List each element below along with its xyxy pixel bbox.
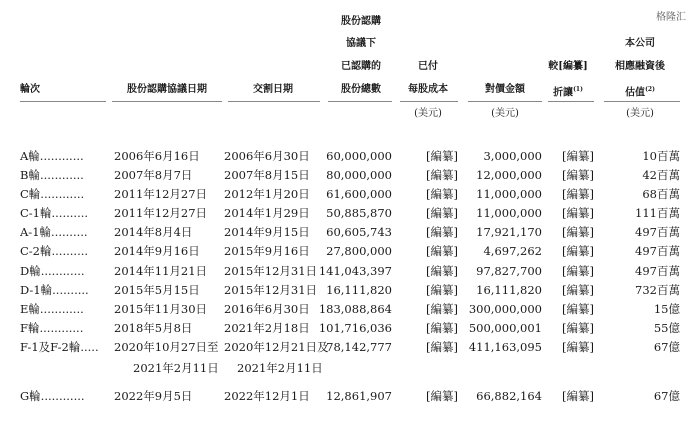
cell-agreement-date: 2006年6月16日 [114, 149, 200, 163]
cell-round: G輪............ [20, 389, 85, 403]
cell-price: 16,111,820 [476, 283, 542, 297]
unit-price: (美元) [491, 108, 519, 119]
cell-closing-date-continued: 2021年2月11日 [237, 361, 323, 375]
cell-discount: [編纂] [562, 302, 594, 316]
cell-agreement-date: 2020年10月27日至 [114, 340, 219, 354]
cell-closing-date: 2021年2月18日 [224, 321, 310, 335]
cell-cost: [編纂] [426, 321, 458, 335]
cell-agreement-date-continued: 2021年2月11日 [133, 361, 219, 375]
cell-price: 17,921,170 [476, 225, 542, 239]
cell-discount: [編纂] [562, 225, 594, 239]
cell-agreement-date: 2007年8月7日 [114, 168, 193, 182]
cell-cost: [編纂] [426, 340, 458, 354]
cell-round: C-2輪.......... [20, 244, 89, 258]
cell-closing-date: 2014年1月29日 [224, 206, 310, 220]
header-rule [604, 101, 680, 102]
header-rule [112, 101, 222, 102]
cell-shares: 141,043,397 [318, 264, 392, 278]
header-discount-text: 折讓 [553, 87, 574, 99]
cell-agreement-date: 2015年5月15日 [114, 283, 200, 297]
cell-shares: 80,000,000 [326, 168, 392, 182]
cell-shares: 27,800,000 [326, 244, 392, 258]
cell-valuation: 68百萬 [642, 187, 680, 201]
cell-closing-date: 2014年9月15日 [224, 225, 310, 239]
cell-discount: [編纂] [562, 321, 594, 335]
cell-agreement-date: 2014年8月4日 [114, 225, 193, 239]
cell-closing-date: 2007年8月15日 [224, 168, 310, 182]
cell-cost: [編纂] [426, 302, 458, 316]
cell-discount: [編纂] [562, 206, 594, 220]
cell-closing-date: 2012年1月20日 [224, 187, 310, 201]
cell-round: D輪............ [20, 264, 85, 278]
cell-cost: [編纂] [426, 283, 458, 297]
header-round: 輪次 [20, 84, 40, 95]
header-discount-1: 較[編纂] [548, 61, 588, 72]
unit-cost: (美元) [414, 108, 442, 119]
cell-price: 12,000,000 [476, 168, 542, 182]
cell-discount: [編纂] [562, 389, 594, 403]
cell-shares: 78,142,777 [326, 340, 392, 354]
cell-valuation: 67億 [653, 340, 680, 354]
cell-discount: [編纂] [562, 283, 594, 297]
cell-valuation: 497百萬 [635, 225, 680, 239]
cell-shares: 60,000,000 [326, 149, 392, 163]
header-shares-4: 股份總數 [341, 84, 381, 95]
cell-cost: [編纂] [426, 149, 458, 163]
cell-valuation: 732百萬 [635, 283, 680, 297]
cell-price: 11,000,000 [476, 187, 542, 201]
header-rule [328, 101, 392, 102]
cell-agreement-date: 2011年12月27日 [114, 206, 208, 220]
header-rule [20, 101, 106, 102]
cell-discount: [編纂] [562, 168, 594, 182]
cell-price: 4,697,262 [483, 244, 542, 258]
header-cost-1: 已付 [418, 61, 438, 72]
cell-closing-date: 2015年12月31日 [224, 283, 318, 297]
cell-shares: 50,885,870 [326, 206, 392, 220]
cell-cost: [編纂] [426, 187, 458, 201]
cell-shares: 12,861,907 [326, 389, 392, 403]
header-rule [548, 101, 594, 102]
cell-discount: [編纂] [562, 264, 594, 278]
header-rule [468, 101, 542, 102]
header-price: 對價金額 [485, 84, 525, 95]
cell-round: F-1及F-2輪..... [20, 340, 99, 354]
cell-closing-date: 2016年6月30日 [224, 302, 310, 316]
cell-price: 3,000,000 [483, 149, 542, 163]
cell-round: A-1輪.......... [20, 225, 88, 239]
cell-valuation: 497百萬 [635, 244, 680, 258]
header-valuation-2: 相應融資後 [615, 61, 665, 72]
cell-discount: [編纂] [562, 187, 594, 201]
cell-price: 66,882,164 [476, 389, 542, 403]
cell-shares: 16,111,820 [326, 283, 392, 297]
cell-price: 11,000,000 [476, 206, 542, 220]
cell-valuation: 10百萬 [642, 149, 680, 163]
header-shares-2: 協議下 [346, 38, 376, 49]
cell-price: 97,827,700 [476, 264, 542, 278]
header-shares-3: 已認購的 [341, 61, 381, 72]
cell-cost: [編纂] [426, 264, 458, 278]
header-valuation-text: 估值 [625, 87, 646, 99]
cell-valuation: 111百萬 [635, 206, 680, 220]
header-discount-note: (1) [573, 86, 583, 93]
header-valuation-1: 本公司 [625, 38, 655, 49]
cell-closing-date: 2006年6月30日 [224, 149, 310, 163]
cell-price: 500,000,001 [468, 321, 542, 335]
cell-round: A輪............ [20, 149, 84, 163]
cell-price: 300,000,000 [468, 302, 542, 316]
cell-price: 411,163,095 [468, 340, 542, 354]
cell-round: E輪............ [20, 302, 84, 316]
cell-valuation: 15億 [653, 302, 680, 316]
cell-closing-date: 2015年9月16日 [224, 244, 310, 258]
cell-valuation: 67億 [653, 389, 680, 403]
cell-round: D-1輪.......... [20, 283, 89, 297]
cell-agreement-date: 2022年9月5日 [114, 389, 193, 403]
cell-round: C-1輪.......... [20, 206, 89, 220]
cell-cost: [編纂] [426, 206, 458, 220]
cell-cost: [編纂] [426, 389, 458, 403]
cell-cost: [編纂] [426, 168, 458, 182]
cell-valuation: 55億 [653, 321, 680, 335]
cell-round: B輪............ [20, 168, 84, 182]
header-shares-1: 股份認購 [341, 16, 381, 27]
cell-discount: [編纂] [562, 244, 594, 258]
header-cost-2: 每股成本 [408, 84, 448, 95]
header-closing-date: 交割日期 [253, 84, 293, 95]
cell-agreement-date: 2014年11月21日 [114, 264, 208, 278]
cell-closing-date: 2020年12月21日及 [224, 340, 329, 354]
cell-round: F輪............ [20, 321, 84, 335]
cell-agreement-date: 2015年11月30日 [114, 302, 208, 316]
header-rule [228, 101, 320, 102]
header-rule [400, 101, 458, 102]
header-discount-2 [543, 80, 593, 103]
unit-valuation: (美元) [626, 108, 654, 119]
cell-discount: [編纂] [562, 149, 594, 163]
cell-valuation: 497百萬 [635, 264, 680, 278]
cell-valuation: 42百萬 [642, 168, 680, 182]
cell-shares: 61,600,000 [326, 187, 392, 201]
header-agreement-date: 股份認購協議日期 [127, 84, 207, 95]
cell-round: C輪............ [20, 187, 85, 201]
cell-cost: [編纂] [426, 244, 458, 258]
cell-shares: 183,088,864 [318, 302, 392, 316]
cell-closing-date: 2022年12月1日 [224, 389, 310, 403]
header-valuation-3 [600, 80, 680, 103]
cell-agreement-date: 2011年12月27日 [114, 187, 208, 201]
cell-agreement-date: 2014年9月16日 [114, 244, 200, 258]
cell-shares: 60,605,743 [326, 225, 392, 239]
cell-shares: 101,716,036 [318, 321, 392, 335]
cell-closing-date: 2015年12月31日 [224, 264, 318, 278]
cell-cost: [編纂] [426, 225, 458, 239]
watermark: 格隆汇 [656, 12, 686, 23]
cell-discount: [編纂] [562, 340, 594, 354]
header-valuation-note: (2) [645, 86, 655, 93]
cell-agreement-date: 2018年5月8日 [114, 321, 193, 335]
